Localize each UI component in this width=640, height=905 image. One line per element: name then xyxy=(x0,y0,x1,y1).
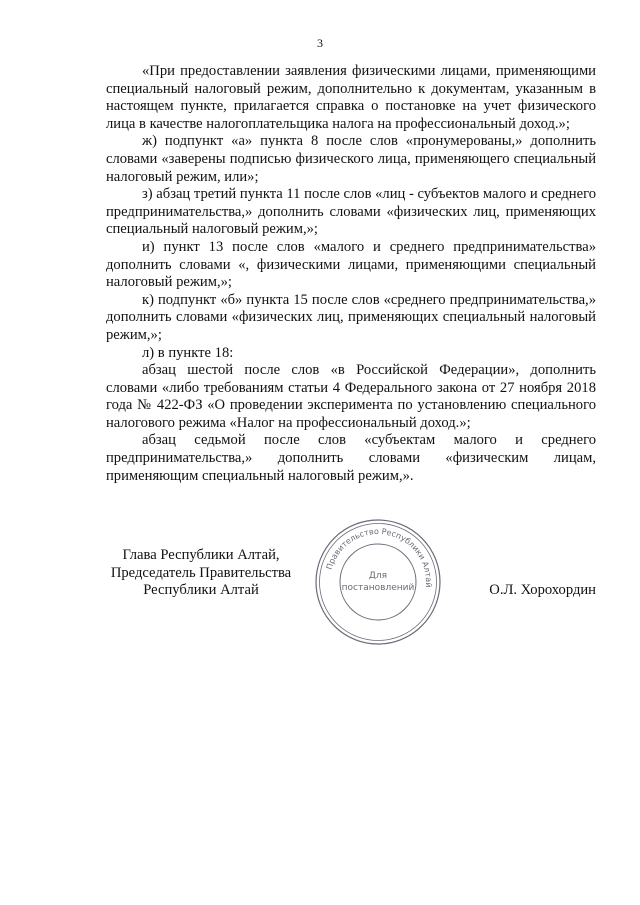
document-body xyxy=(106,63,596,485)
stamp-outer-ring-inner xyxy=(320,524,437,641)
signatory-title-line: Глава Республики Алтай, xyxy=(122,547,280,563)
signatory-name: О.Л. Хорохордин xyxy=(489,582,596,598)
paragraph: з) абзац третий пункта 11 после слов «лиц - субъектов малого и среднего предпринимательства,» дополнить словами «физических лиц, применяющих специальный налоговый режим,»; xyxy=(106,186,596,238)
signatory-title xyxy=(106,547,296,600)
paragraph: «При предоставлении заявления физическими лицами, применяющими специальный налоговый режим, дополнительно к документам, указанным в настоящем пункте, прилагается справка о постановке на учет физического лица в качестве налогоплательщика налога на профессиональный доход.»; xyxy=(106,63,596,132)
page-number: 3 xyxy=(317,36,323,50)
paragraph: и) пункт 13 после слов «малого и среднего предпринимательства» дополнить словами «, физическими лицами, применяющими специальный налоговый режим,»; xyxy=(106,238,596,291)
paragraph: абзац шестой после слов «в Российской Федерации», дополнить словами «либо требованиям статьи 4 Федерального закона от 27 ноября 2018 года № 422-ФЗ «О проведении эксперимента по установлению специального налогового режима «Налог на профессиональный доход.»; xyxy=(106,362,596,431)
paragraph: ж) подпункт «а» пункта 8 после слов «пронумерованы,» дополнить словами «заверены подписью физического лица, применяющего специальный налоговый режим, или»; xyxy=(106,133,596,185)
stamp-center-line: Для xyxy=(368,571,388,581)
paragraph: л) в пункте 18: xyxy=(142,344,234,361)
signatory-title-line: Председатель Правительства xyxy=(110,564,292,581)
signatory-title-line: Республики Алтай xyxy=(143,582,259,599)
paragraph: к) подпункт «б» пункта 15 после слов «среднего предпринимательства,» дополнить словами «физических лиц, применяющих специальный налоговый режим,»; xyxy=(106,291,596,343)
stamp-ring-text: Правительство Республики Алтай xyxy=(324,526,434,588)
stamp-outer-ring xyxy=(316,520,440,644)
paragraph: абзац седьмой после слов «субъектам малого и среднего предпринимательства,» дополнить словами «физическим лицам, применяющим специальный налоговый режим,». xyxy=(106,432,596,484)
stamp-inner-ring xyxy=(340,544,416,620)
stamp-center-line: постановлений xyxy=(341,583,415,593)
official-seal-stamp xyxy=(313,517,443,647)
